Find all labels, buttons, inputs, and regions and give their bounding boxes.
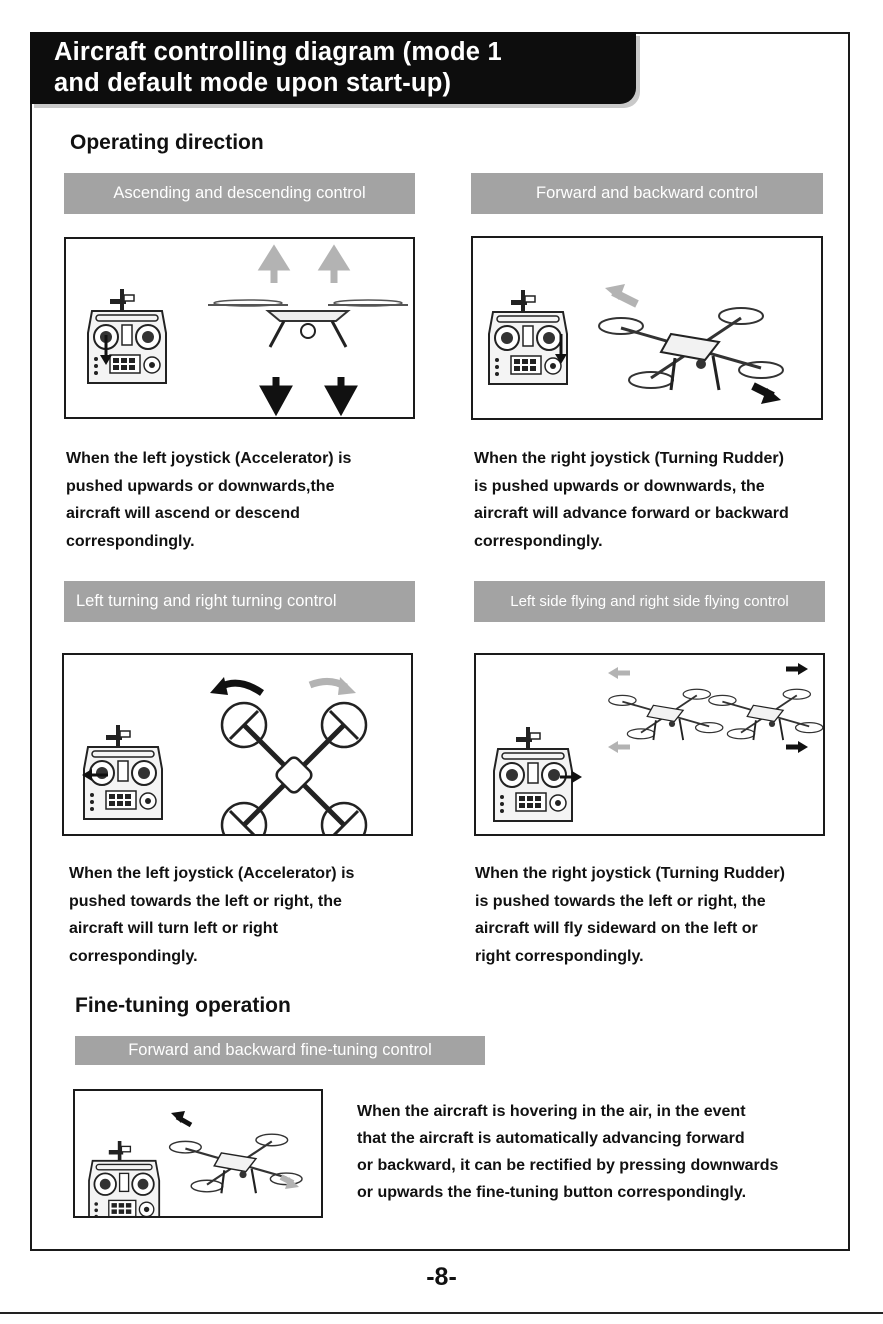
- grey-left-arrow-icon: [608, 667, 630, 753]
- side-flying-svg: [476, 655, 825, 836]
- forward-backward-description: When the right joystick (Turning Rudder) is pushed upwards or downwards, the aircraft will advance forward or backward correspondingly.: [474, 450, 789, 550]
- drone-perspective-icon: [170, 1134, 302, 1193]
- fine-tuning-heading: Fine-tuning operation: [75, 994, 291, 1017]
- transmitter-icon: [489, 290, 567, 384]
- page-number: -8-: [426, 1263, 457, 1291]
- ascend-descend-illustration: [64, 237, 415, 419]
- fine-tuning-svg: [75, 1091, 323, 1218]
- title-line-1: Aircraft controlling diagram (mode 1: [54, 38, 502, 66]
- black-right-arrow-icon: [786, 663, 808, 753]
- black-turn-left-arrow-icon: [210, 677, 262, 695]
- side-flying-illustration: [474, 653, 825, 836]
- operating-direction-heading: Operating direction: [70, 131, 264, 154]
- fine-tuning-label: Forward and backward fine-tuning control: [75, 1036, 485, 1065]
- transmitter-icon: [494, 727, 572, 821]
- black-down-arrow-icon: [265, 377, 352, 409]
- turning-illustration: [62, 653, 413, 836]
- grey-forward-arrow-icon: [605, 284, 637, 304]
- drone-top-view-icon: [222, 703, 366, 836]
- side-flying-description: When the right joystick (Turning Rudder) is pushed towards the left or right, the aircraft will fly sideward on the left or right correspondingly.: [475, 865, 785, 965]
- drone-left-icon: [609, 689, 723, 740]
- drone-side-view-icon: [208, 300, 408, 347]
- ascend-descend-label: Ascending and descending control: [64, 173, 415, 214]
- fine-tuning-illustration: [73, 1089, 323, 1218]
- turning-description: When the left joystick (Accelerator) is pushed towards the left or right, the aircraft will turn left or right correspondingly.: [69, 865, 355, 965]
- forward-backward-svg: [473, 238, 823, 420]
- turning-svg: [64, 655, 413, 836]
- transmitter-icon: [89, 1141, 159, 1218]
- side-flying-label: Left side flying and right side flying control: [474, 581, 825, 622]
- ascend-descend-description: When the left joystick (Accelerator) is pushed upwards or downwards,the aircraft will ascend or descend correspondingly.: [66, 450, 352, 550]
- bottom-divider: [0, 1312, 883, 1314]
- turning-label: Left turning and right turning control: [64, 581, 415, 622]
- title-banner: [30, 32, 636, 104]
- title-line-2: and default mode upon start-up): [54, 69, 452, 97]
- black-forward-arrow-icon: [171, 1111, 191, 1125]
- black-backward-arrow-icon: [753, 386, 781, 404]
- drone-perspective-icon: [599, 308, 783, 390]
- grey-turn-right-arrow-icon: [310, 677, 356, 695]
- drone-right-icon: [709, 689, 823, 740]
- fine-tuning-description: When the aircraft is hovering in the air, in the event that the aircraft is automatically advancing forward or backward, it can be rectified by pressing downwards or upwards the fine-tuning button correspondingly.: [357, 1103, 779, 1201]
- forward-backward-label: Forward and backward control: [471, 173, 823, 214]
- transmitter-icon: [88, 289, 166, 383]
- ascend-descend-svg: [66, 239, 415, 419]
- forward-backward-illustration: [471, 236, 823, 420]
- page-frame: [30, 32, 850, 1251]
- transmitter-icon: [84, 725, 162, 819]
- grey-up-arrow-icon: [264, 251, 344, 283]
